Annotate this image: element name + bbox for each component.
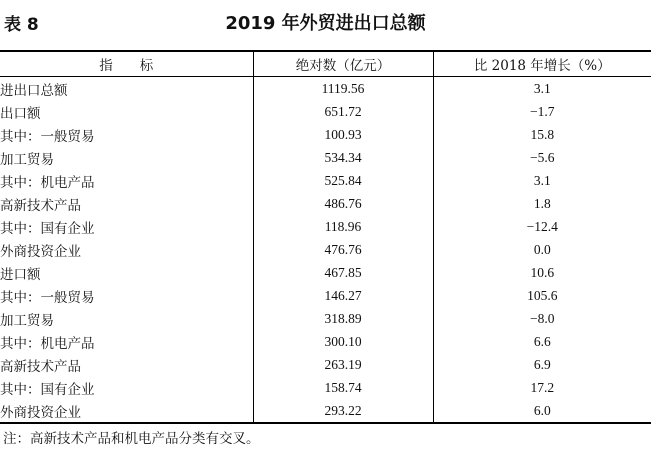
table-row	[0, 376, 651, 399]
table-title: 2019 年外贸进出口总额	[225, 13, 426, 34]
table-row	[0, 353, 651, 376]
column-header-growth: 比 2018 年增长（%）	[433, 51, 651, 77]
row-label: 其中：一般贸易	[0, 284, 253, 307]
row-label: 高新技术产品	[0, 192, 253, 215]
row-growth: 105.6	[527, 287, 558, 303]
table-row	[0, 192, 651, 215]
row-label: 高新技术产品	[0, 353, 253, 376]
table-row	[0, 261, 651, 284]
row-growth: 17.2	[530, 379, 555, 395]
table-row	[0, 146, 651, 169]
row-label: 其中：机电产品	[0, 169, 253, 192]
row-value: 467.85	[253, 261, 433, 284]
row-growth: −12.4	[526, 218, 558, 234]
row-label: 出口额	[0, 100, 253, 123]
table-row	[0, 77, 651, 101]
row-growth: 0.0	[533, 241, 551, 257]
table-row	[0, 238, 651, 261]
row-value: 146.27	[253, 284, 433, 307]
row-value: 534.34	[253, 146, 433, 169]
row-value: 651.72	[253, 100, 433, 123]
row-label: 其中：机电产品	[0, 330, 253, 353]
table-row	[0, 307, 651, 330]
row-value: 293.22	[253, 399, 433, 423]
row-label: 外商投资企业	[0, 399, 253, 423]
table-row	[0, 215, 651, 238]
table-header	[0, 0, 651, 40]
row-growth: −8.0	[530, 310, 555, 326]
row-value: 1119.56	[253, 77, 433, 101]
row-label: 进口额	[0, 261, 253, 284]
row-label: 其中：国有企业	[0, 215, 253, 238]
table-row	[0, 330, 651, 353]
row-growth: 3.1	[533, 80, 551, 96]
row-label: 加工贸易	[0, 307, 253, 330]
row-growth: −5.6	[530, 149, 555, 165]
row-growth: 6.9	[533, 356, 551, 372]
row-value: 158.74	[253, 376, 433, 399]
row-value: 525.84	[253, 169, 433, 192]
row-growth: 3.1	[533, 172, 551, 188]
row-value: 100.93	[253, 123, 433, 146]
row-value: 300.10	[253, 330, 433, 353]
row-label: 其中：一般贸易	[0, 123, 253, 146]
table-note: 注：高新技术产品和机电产品分类有交叉。	[3, 431, 260, 447]
row-growth: 6.0	[533, 402, 551, 418]
row-label: 加工贸易	[0, 146, 253, 169]
row-growth: −1.7	[530, 103, 555, 119]
row-value: 486.76	[253, 192, 433, 215]
table-row	[0, 399, 651, 423]
row-value: 118.96	[253, 215, 433, 238]
table-row	[0, 284, 651, 307]
row-label: 外商投资企业	[0, 238, 253, 261]
row-growth: 10.6	[530, 264, 555, 280]
column-header-absolute: 绝对数（亿元）	[253, 51, 433, 77]
table-row	[0, 169, 651, 192]
row-growth: 1.8	[533, 195, 551, 211]
row-value: 476.76	[253, 238, 433, 261]
trade-table	[0, 50, 651, 424]
row-growth: 15.8	[530, 126, 555, 142]
row-value: 318.89	[253, 307, 433, 330]
row-label: 进出口总额	[0, 77, 253, 101]
table-row	[0, 123, 651, 146]
row-growth: 6.6	[533, 333, 551, 349]
column-header-indicator: 指 标	[0, 51, 253, 77]
table-number: 表 8	[4, 15, 39, 35]
row-label: 其中：国有企业	[0, 376, 253, 399]
table-row	[0, 100, 651, 123]
header-row	[0, 51, 651, 77]
row-value: 263.19	[253, 353, 433, 376]
